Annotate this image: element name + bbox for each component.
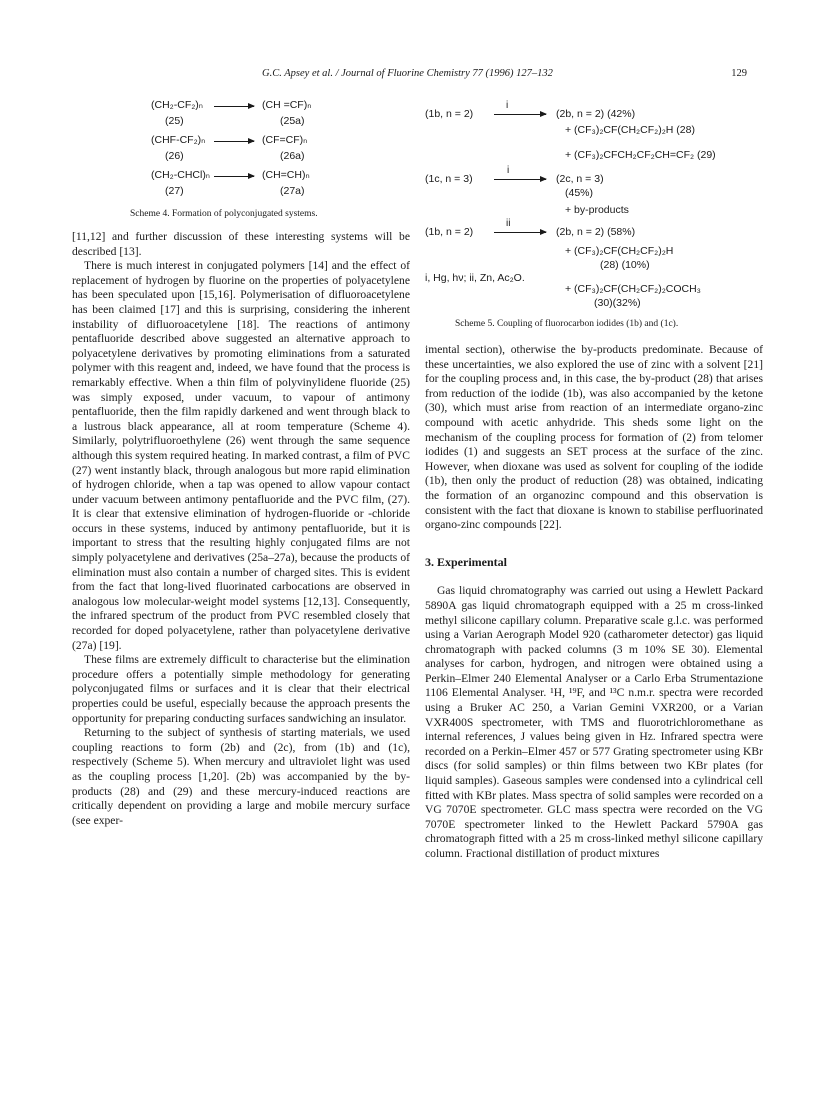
left-paragraph-2: There is much interest in conjugated polymers [14] and the effect of replacement of hydrogen by fluorine on the properties of polyacetylene has been speculated upon [15,16]. Polymerisation of difluoroacetylene has been claimed [17] and this is surprising, considering the inherent instability of difluoroacetylene [18]. The reactions of antimony pentafluoride described above suggested an alternative approach to polyacetylene derivatives by promoting eliminations from a saturated polymer with this reagent and, indeed, we have found that the process is remarkably effective. When a thin film of polyvinylidene fluoride (25) was simply exposed, under vacuum, to vapour of antimony pentafluoride, then the film rapidly darkened and went through black to a lustrous black appearance, all at room temperature (Scheme 4). Similarly, polytrifluoroethylene (26) went through the same sequence although this system required heating. In marked contrast, a film of PVC (27) went instantly black, through analogous but more rapid elimination of hydrogen chloride, when a tap was opened to allow vapour contact under vacuum between antimony pentafluoride and the PVC film, (27). It is clear that extensive elimination of hydrogen-fluoride or -chloride occurs in these systems, induced by antimony pentafluoride, but it is important to stress that the resulting highly conjugated films are not simply polyacetylene and derivatives (25a–27a), because the products of elimination must also contain a number of charged sites. This is evident from the fact that long-lived fluorinated carbocations are observed in analogous low molecular-weight model systems [12,13]. Consequently, the infrared spectrum of the product from PVC resembled closely that recorded for doped polyacetylene, rather than polyacetylene derivative (27a) [19]. bbox=[72, 259, 410, 652]
running-header bbox=[0, 68, 815, 84]
scheme4-row1-product: (CH =CF)ₙ bbox=[262, 99, 312, 111]
scheme5-reagent-key: i, Hg, hν; ii, Zn, Ac₂O. bbox=[425, 272, 525, 284]
left-column bbox=[72, 230, 410, 828]
scheme5-r3-product: (2b, n = 2) (58%) bbox=[556, 226, 636, 238]
scheme5-r3-ketone-30-yield: (30)(32%) bbox=[594, 297, 641, 309]
scheme5-r3-byproduct-28-yield: (28) (10%) bbox=[600, 259, 650, 271]
scheme5-arrow-2 bbox=[494, 179, 546, 180]
right-paragraph-1: imental section), otherwise the by-products predominate. Because of these uncertainties, we also explored the use of zinc with a solvent [21] for the coupling process and, in this case, the by-product (28) that arises from reduction of the iodide (1b), was also accompanied by the ketone (30), which must arise from reaction of an intermediate organo-zinc compound with acetic anhydride. This sheds some light on the mechanism of the coupling process for formation of (2) from telomer iodides (1) and suggests an SET process at the surface of the zinc. However, when dioxane was used as solvent for coupling of the iodide (1b), then only the product of reduction (28) was obtained, indicating the formation of an organozinc compound and this observation is consistent with the fact that dioxane is known to stabilise perfluorinated organo-zinc compounds [22]. bbox=[425, 343, 763, 532]
scheme5-r3-ketone-30: + (CF₃)₂CF(CH₂CF₂)₂COCH₃ bbox=[565, 283, 701, 295]
scheme4-row3-product-number: (27a) bbox=[280, 185, 305, 197]
scheme5-r3-reactant: (1b, n = 2) bbox=[425, 226, 474, 238]
scheme5-r1-reactant: (1b, n = 2) bbox=[425, 108, 474, 120]
scheme5-r1-product: (2b, n = 2) (42%) bbox=[556, 108, 636, 120]
scheme4-row1-product-number: (25a) bbox=[280, 115, 305, 127]
scheme4-row2-product-number: (26a) bbox=[280, 150, 305, 162]
scheme5-r1-byproduct-29: + (CF₃)₂CFCH₂CF₂CH=CF₂ (29) bbox=[565, 149, 716, 161]
scheme4-row3-reactant: (CH₂-CHCl)ₙ bbox=[151, 169, 210, 181]
scheme5-r2-reactant: (1c, n = 3) bbox=[425, 173, 473, 185]
scheme4-row1-reactant-number: (25) bbox=[165, 115, 184, 127]
section-heading-experimental: 3. Experimental bbox=[425, 554, 507, 569]
scheme5-caption: Scheme 5. Coupling of fluorocarbon iodides (1b) and (1c). bbox=[455, 319, 679, 329]
right-paragraph-2: Gas liquid chromatography was carried out using a Hewlett Packard 5890A gas liquid chromatograph equipped with a 25 m cross-linked methyl silicone capillary column. Preparative scale g.l.c. was performed using a Varian Aerograph Model 920 (catharometer detector) gas liquid chromatograph with packed columns (3 m 10% SE 30). Elemental analyses for carbon, hydrogen, and nitrogen were obtained using a Perkin–Elmer 240 Elemental Analyser or a Carlo Erba Strumentazione 1106 Elemental Analyser. ¹H, ¹⁹F, and ¹³C n.m.r. spectra were recorded using a Bruker AC 250, a Varian Gemini VXR200, or a Varian VXR400S spectrometer, with TMS and fluorotrichloromethane as internal references, J values being given in Hz. Infrared spectra were recorded on a Perkin–Elmer 457 or 577 Grating spectrometer using KBr discs (for solid samples) or thin films between two KBr plates (for liquid samples). Gaseous samples were condensed into a cylindrical cell fitted with KBr plates. Mass spectra of solid samples were recorded on a VG 7070E spectrometer. GLC mass spectra were recorded on the VG 7070E spectrometer linked to the Hewlett Packard 5790A gas chromatograph fitted with a 25 m cross-linked methyl silicone capillary column. Fractional distillation of product mixtures bbox=[425, 584, 763, 860]
scheme5-r2-byproducts: + by-products bbox=[565, 204, 629, 216]
scheme5-arrow-1 bbox=[494, 114, 546, 115]
scheme4-caption: Scheme 4. Formation of polyconjugated systems. bbox=[130, 209, 318, 219]
scheme5-arrow-3 bbox=[494, 232, 546, 233]
scheme4-row2-product: (CF=CF)ₙ bbox=[262, 134, 308, 146]
scheme5-r3-reagent: ii bbox=[506, 218, 511, 229]
scheme5-r2-yield: (45%) bbox=[565, 187, 594, 199]
scheme4-arrow-1 bbox=[214, 106, 254, 107]
scheme5-r1-reagent: i bbox=[506, 100, 509, 111]
scheme5-r3-byproduct-28: + (CF₃)₂CF(CH₂CF₂)₂H bbox=[565, 245, 674, 257]
scheme4-arrow-2 bbox=[214, 141, 254, 142]
scheme5-r2-reagent: i bbox=[507, 165, 510, 176]
scheme4-row2-reactant-number: (26) bbox=[165, 150, 184, 162]
scheme5-r1-byproduct-28: + (CF₃)₂CF(CH₂CF₂)₂H (28) bbox=[565, 124, 695, 136]
scheme4-row3-reactant-number: (27) bbox=[165, 185, 184, 197]
left-paragraph-3: These films are extremely difficult to characterise but the elimination procedure offers a potentially simple methodology for generating polyconjugated films or surfaces and it is clear that their electrical properties could be useful, especially because the approach presents the opportunity for preparing conducting surfaces sandwiching an insulator. bbox=[72, 653, 410, 725]
right-column bbox=[425, 343, 763, 862]
scheme4-row1-reactant: (CH₂-CF₂)ₙ bbox=[151, 99, 203, 111]
page-number: 129 bbox=[731, 68, 747, 79]
scheme4-row2-reactant: (CHF-CF₂)ₙ bbox=[151, 134, 206, 146]
running-title: G.C. Apsey et al. / Journal of Fluorine Chemistry 77 (1996) 127–132 bbox=[262, 68, 553, 79]
scheme5-r2-product: (2c, n = 3) bbox=[556, 173, 604, 185]
scheme4-arrow-3 bbox=[214, 176, 254, 177]
scheme4-row3-product: (CH=CH)ₙ bbox=[262, 169, 310, 181]
left-paragraph-4: Returning to the subject of synthesis of starting materials, we used coupling reactions to form (2b) and (2c), from (1b) and (1c), respectively (Scheme 5). When mercury and ultraviolet light was used as the coupling process [1,20]. (2b) was accompanied by the by-products (28) and (29) and these mercury-induced reactions are critically dependent on providing a large and mobile mercury surface (see exper- bbox=[72, 726, 410, 827]
left-paragraph-1: [11,12] and further discussion of these interesting systems will be described [13]. bbox=[72, 230, 410, 258]
